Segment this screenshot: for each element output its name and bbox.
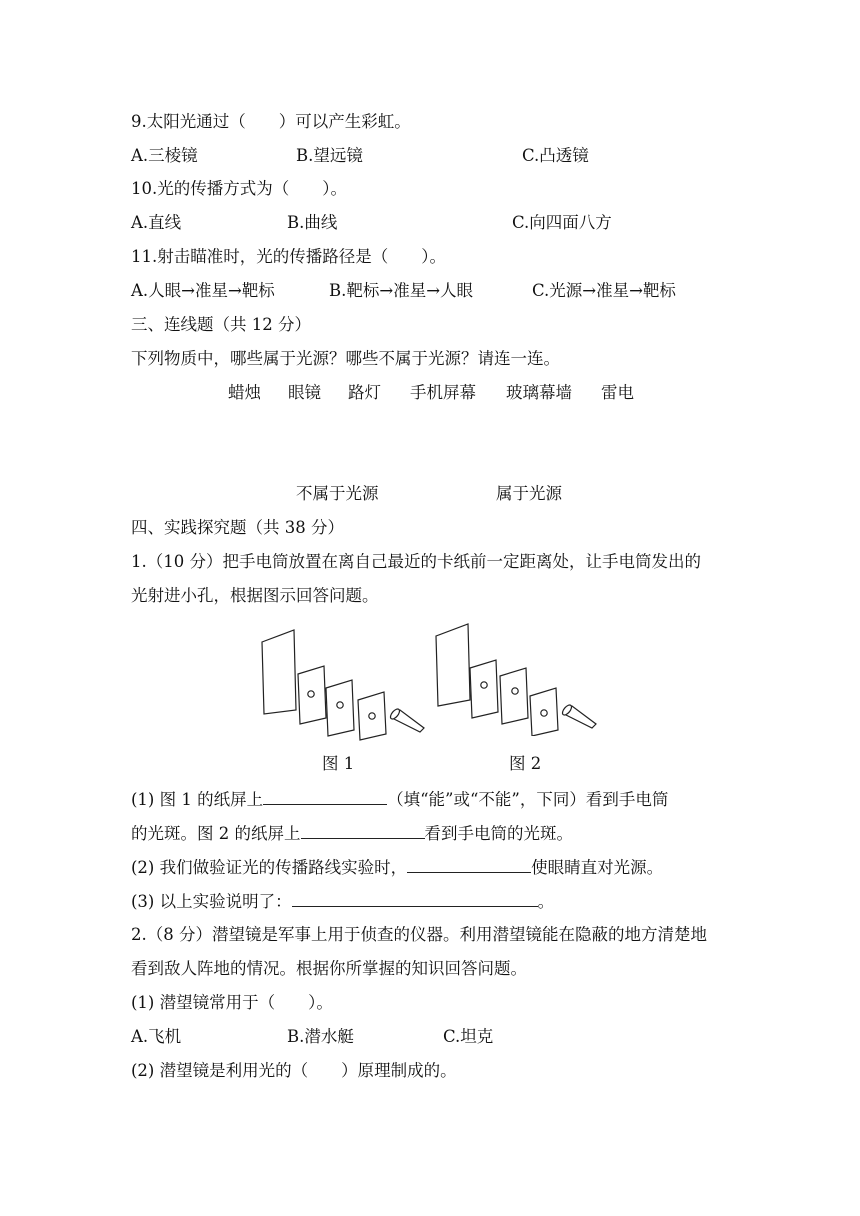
section3-heading: 三、连线题（共 12 分） xyxy=(131,315,311,334)
q4-1-sub3-text-b: 。 xyxy=(537,892,555,911)
q10-option-a: A.直线 xyxy=(131,213,182,232)
figure-1-diagram xyxy=(258,626,430,742)
q4-1-sub2-text-a: (2) 我们做验证光的传播路线实验时， xyxy=(131,858,408,877)
answer-blank-2[interactable] xyxy=(301,822,425,839)
q4-1-sub3 xyxy=(131,890,554,913)
q4-2-option-a: A.飞机 xyxy=(131,1027,182,1046)
q4-1-sub1-text-c: 的光斑。图 2 的纸屏上 xyxy=(131,824,301,843)
match-item-streetlight: 路灯 xyxy=(348,383,381,402)
figure-2-label: 图 2 xyxy=(509,754,542,773)
figure-1-label: 图 1 xyxy=(322,754,355,773)
q9-option-c: C.凸透镜 xyxy=(522,146,589,165)
fig2-card-1-hole xyxy=(481,682,487,688)
q4-1-sub1-line1 xyxy=(131,788,668,811)
q10-stem: 10.光的传播方式为（ ）。 xyxy=(131,179,347,198)
section3-instruction: 下列物质中，哪些属于光源？哪些不属于光源？请连一连。 xyxy=(131,349,560,368)
match-item-glasses: 眼镜 xyxy=(288,383,321,402)
q4-1-stem-line1: 1.（10 分）把手电筒放置在离自己最近的卡纸前一定距离处，让手电筒发出的 xyxy=(131,552,701,571)
q4-2-stem-line2: 看到敌人阵地的情况。根据你所掌握的知识回答问题。 xyxy=(131,959,527,978)
q10-option-b: B.曲线 xyxy=(287,213,338,232)
q11-option-a: A.人眼→准星→靶标 xyxy=(131,281,275,300)
fig2-screen xyxy=(436,624,470,706)
q4-1-sub3-text-a: (3) 以上实验说明了： xyxy=(131,892,292,911)
match-item-glass-curtain-wall: 玻璃幕墙 xyxy=(506,383,572,402)
q11-option-b: B.靶标→准星→人眼 xyxy=(329,281,474,300)
q4-1-sub1-text-b: （填“能”或“不能”，下同）看到手电筒 xyxy=(387,790,669,809)
q10-option-c: C.向四面八方 xyxy=(512,213,612,232)
fig1-card-3-hole xyxy=(369,713,375,719)
q4-2-option-c: C.坦克 xyxy=(443,1027,494,1046)
fig2-card-3-hole xyxy=(541,710,547,716)
q4-1-sub2 xyxy=(131,856,663,879)
category-light-source: 属于光源 xyxy=(496,484,562,503)
fig1-card-1-hole xyxy=(308,691,314,697)
q4-1-sub2-text-b: 使眼睛直对光源。 xyxy=(531,858,664,877)
fig1-screen xyxy=(262,630,296,714)
q4-1-sub1-text-a: (1) 图 1 的纸屏上 xyxy=(131,790,264,809)
q4-1-sub1-line2 xyxy=(131,822,573,845)
q9-option-a: A.三棱镜 xyxy=(131,146,198,165)
answer-blank-3[interactable] xyxy=(407,856,531,873)
category-not-light-source: 不属于光源 xyxy=(296,484,379,503)
figure-2-diagram xyxy=(432,620,604,736)
answer-blank-1[interactable] xyxy=(263,788,387,805)
section4-heading: 四、实践探究题（共 38 分） xyxy=(131,518,344,537)
fig1-card-2-hole xyxy=(337,702,343,708)
match-item-candle: 蜡烛 xyxy=(228,383,261,402)
q9-stem: 9.太阳光通过（ ）可以产生彩虹。 xyxy=(131,112,411,131)
q4-1-sub1-text-d: 看到手电筒的光斑。 xyxy=(424,824,573,843)
q4-1-stem-line2: 光射进小孔，根据图示回答问题。 xyxy=(131,586,379,605)
match-item-phone-screen: 手机屏幕 xyxy=(410,383,476,402)
q4-2-sub1: (1) 潜望镜常用于（ ）。 xyxy=(131,993,333,1012)
q4-2-sub2: (2) 潜望镜是利用光的（ ）原理制成的。 xyxy=(131,1061,457,1080)
fig2-card-2-hole xyxy=(512,688,518,694)
q4-2-stem-line1: 2.（8 分）潜望镜是军事上用于侦查的仪器。利用潜望镜能在隐蔽的地方清楚地 xyxy=(131,925,707,944)
q11-stem: 11.射击瞄准时，光的传播路径是（ ）。 xyxy=(131,247,446,266)
fig2-card-1 xyxy=(470,660,498,718)
q9-option-b: B.望远镜 xyxy=(296,146,363,165)
answer-blank-4[interactable] xyxy=(292,890,538,907)
q11-option-c: C.光源→准星→靶标 xyxy=(532,281,676,300)
q4-2-option-b: B.潜水艇 xyxy=(287,1027,354,1046)
fig2-card-2 xyxy=(500,668,528,724)
match-item-lightning: 雷电 xyxy=(601,383,634,402)
